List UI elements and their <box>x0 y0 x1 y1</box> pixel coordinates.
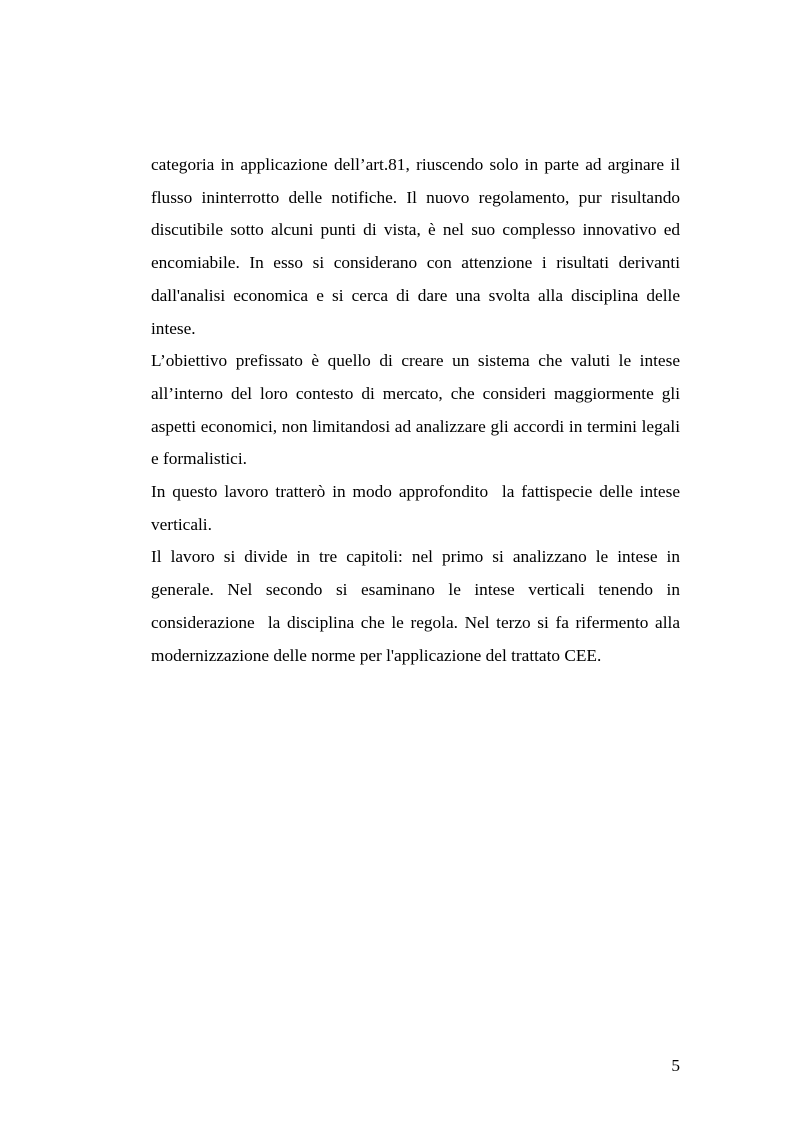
paragraph-1: categoria in applicazione dell’art.81, riuscendo solo in parte ad arginare il flusso ininterrotto delle notifiche. Il nuovo regolamento, pur risultando discutibile sotto alcuni punti di vista, è nel suo complesso innovativo ed encomiabile. In esso si considerano con attenzione i risultati derivanti dall'analisi economica e si cerca di dare una svolta alla disciplina delle intese. <box>151 155 685 338</box>
paragraph-2: L’obiettivo prefissato è quello di creare un sistema che valuti le intese all’interno del loro contesto di mercato, che consideri maggiormente gli aspetti economici, non limitandosi ad analizzare gli accordi in termini legali e formalistici. <box>151 351 685 469</box>
paragraph-4: Il lavoro si divide in tre capitoli: nel primo si analizzano le intese in generale. Nel secondo si esaminano le intese verticali tenendo in considerazione la disciplina che le regola. Nel terzo si fa rifermento alla modernizzazione delle norme per l'applicazione del trattato CEE. <box>151 547 685 665</box>
paragraph-3: In questo lavoro tratterò in modo approfondito la fattispecie delle intese verticali. <box>151 482 685 534</box>
body-text <box>151 149 685 672</box>
page-number: 5 <box>671 1056 680 1075</box>
